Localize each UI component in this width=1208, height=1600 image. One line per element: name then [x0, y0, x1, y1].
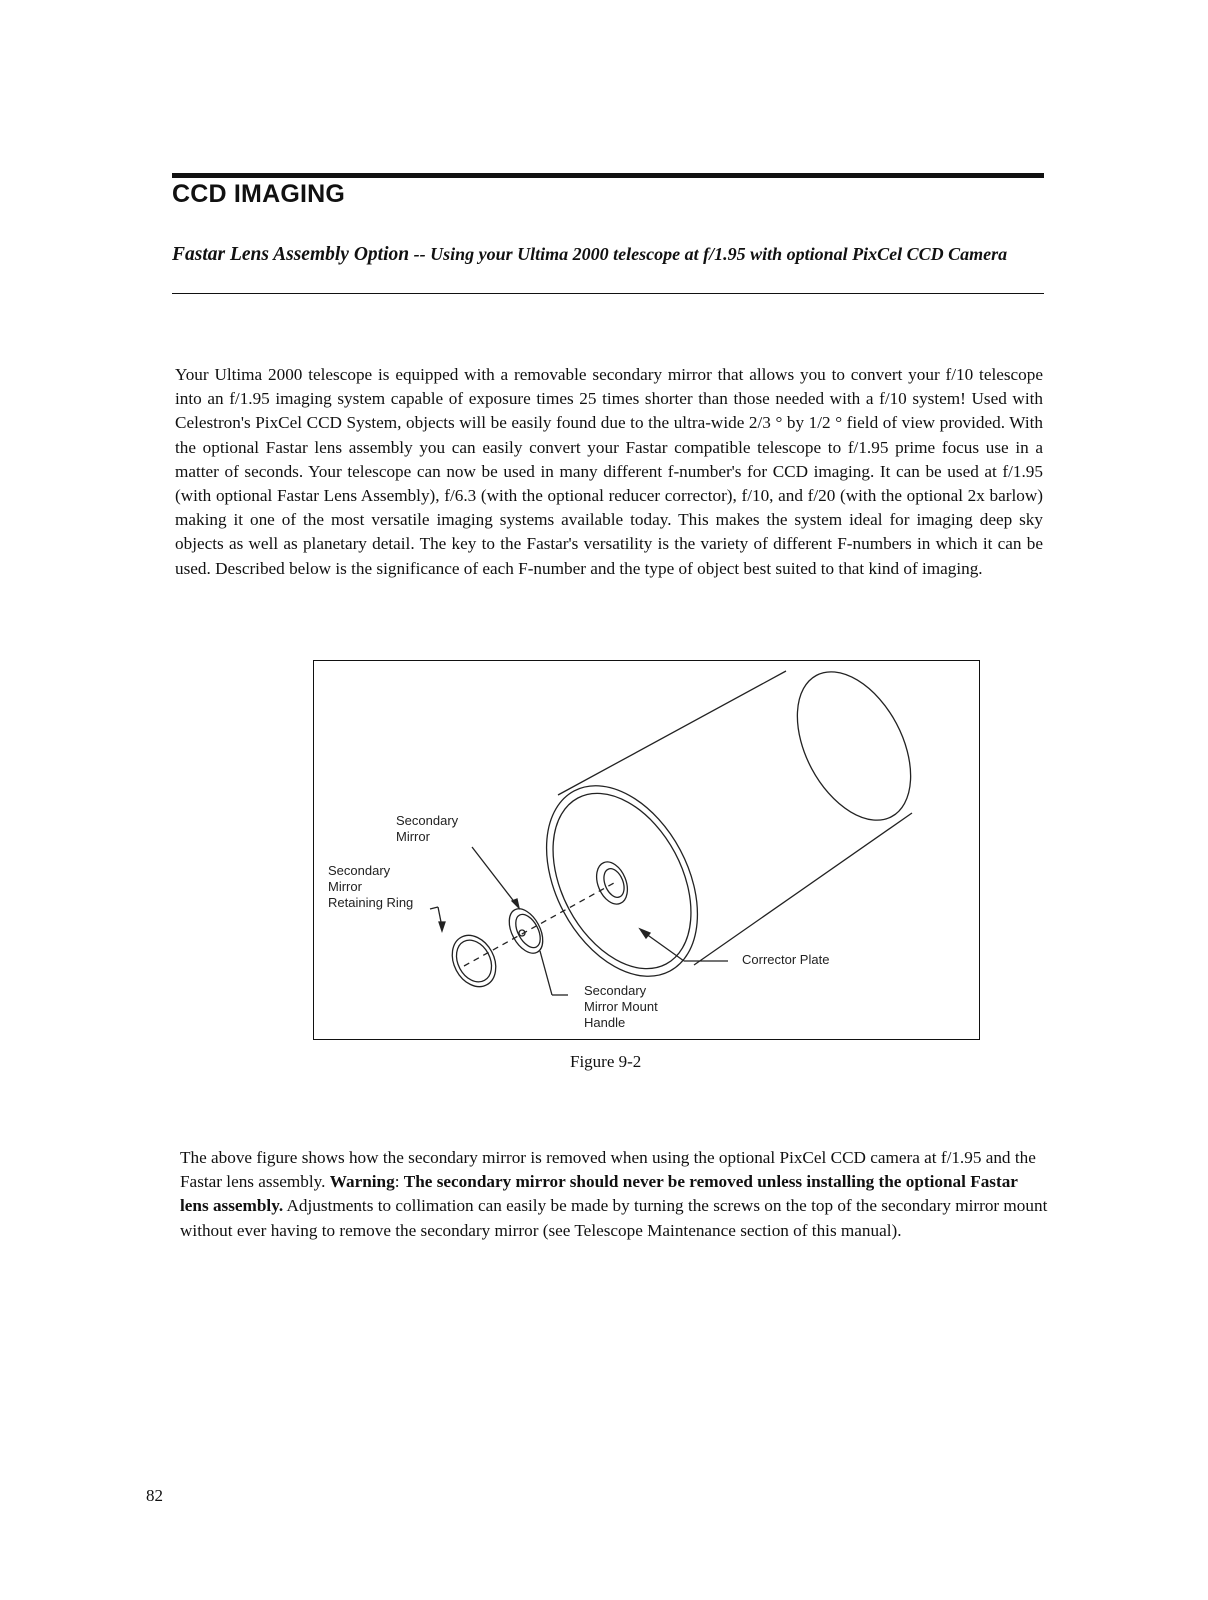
figure-9-2: [313, 660, 980, 1040]
subtitle: [172, 242, 1044, 267]
figure-caption: Figure 9-2: [570, 1052, 642, 1071]
closing-part1: The above figure shows how the secondary mirror is removed when using the optional PixCel CCD camera at f/1.95 and the Fastar lens assembly.: [180, 1148, 1036, 1192]
closing-part2: Adjustments to collimation can easily be made by turning the screws on the top of the secondary mirror mount without ever having to remove the secondary mirror (see Telescope Maintenance section of this manual).: [180, 1196, 1048, 1240]
section-title: CCD IMAGING: [172, 180, 346, 208]
warning-text: The secondary mirror should never be removed unless installing the optional Fastar lens assembly.: [180, 1172, 1018, 1216]
label-corrector-plate: Corrector Plate: [742, 952, 830, 967]
subtitle-dash: --: [409, 244, 431, 264]
label-mount-handle: Secondary Mirror Mount Handle: [584, 983, 658, 1030]
warning-colon: :: [394, 1172, 404, 1192]
intro-paragraph: Your Ultima 2000 telescope is equipped with a removable secondary mirror that allows you to convert your f/10 telescope into an f/1.95 imaging system capable of exposure times 25 times shorter than those needed with a f/10 system! Used with Celestron's PixCel CCD System, objects will be easily found due to the ultra-wide 2/3 ° by 1/2 ° field of view provided. With the optional Fastar lens assembly you can easily convert your Fastar compatible telescope to f/1.95 prime focus use in a matter of seconds. Your telescope can now be used in many different f-number's for CCD imaging. It can be used at f/1.95 (with optional Fastar Lens Assembly), f/6.3 (with the optional reducer corrector), f/10, and f/20 (with the optional 2x barlow) making it one of the most versatile imaging systems available today. This makes the system ideal for imaging deep sky objects as well as planetary detail. The key to the Fastar's versatility is the variety of different F-numbers in which it can be used. Described below is the significance of each F-number and the type of object best suited to that kind of imaging.: [175, 365, 1043, 578]
page-number: 82: [146, 1486, 163, 1505]
label-secondary-mirror: Secondary Mirror: [396, 813, 459, 844]
section-rule: [172, 173, 1044, 178]
subtitle-lead: Fastar Lens Assembly Option: [172, 244, 410, 265]
closing-paragraph: [180, 1146, 1048, 1243]
warning-label: Warning: [329, 1172, 395, 1192]
subtitle-rule: [172, 293, 1044, 294]
subtitle-rest: Using your Ultima 2000 telescope at f/1.95 with optional PixCel CCD Camera: [430, 244, 1008, 264]
label-retaining-ring: Secondary Mirror Retaining Ring: [328, 863, 414, 910]
